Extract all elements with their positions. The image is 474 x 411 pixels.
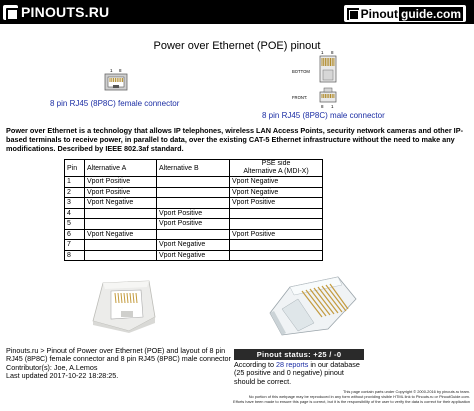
pinout-status-text: [234, 361, 364, 386]
pinoutguide-logo-icon: [347, 8, 359, 20]
table-cell: Vport Negative: [157, 240, 230, 251]
pinoutguide-logo-text-2: guide.com: [400, 6, 461, 21]
site-header: [0, 0, 474, 24]
table-cell: [157, 198, 230, 209]
footer-breadcrumb-continued: RJ45 (8P8C) female connector and 8 pin RJ45 (8P8C) male connector: [6, 354, 231, 364]
header-pse-side-line2: Alternative A (MDI-X): [243, 168, 309, 175]
header-pin: Pin: [65, 160, 85, 177]
table-cell: [157, 229, 230, 240]
pinout-status-bar: Pinout status: +25 / -0: [234, 349, 364, 360]
header-alternative-a: Alternative A: [85, 160, 157, 177]
pinoutguide-logo[interactable]: [344, 2, 466, 22]
copyright-line-2: No portion of this webpage may be reproduced in any form without providing visible HTML link to Pinouts.ru or PinoutGuide.com.: [248, 394, 470, 399]
table-cell: 3: [65, 198, 85, 209]
table-row: [65, 250, 323, 261]
table-cell: Vport Negative: [157, 250, 230, 261]
table-cell: Vport Positive: [230, 198, 323, 209]
male-connector-photo: [268, 273, 360, 339]
table-cell: Vport Positive: [157, 219, 230, 230]
table-cell: [85, 219, 157, 230]
table-cell: [230, 250, 323, 261]
footer-contributors: Contributor(s): Joe, A.Lemos: [6, 362, 98, 372]
female-pin-label-left: 1: [110, 68, 113, 73]
table-cell: Vport Positive: [85, 187, 157, 198]
header-pse-side: [230, 160, 323, 177]
connector-logo-icon: [3, 5, 18, 20]
status-text-after: in our database (25 positive and 0 negative) pinout should be correct.: [234, 360, 360, 386]
male-front-pin-label-left: 8: [321, 104, 324, 109]
female-connector-label[interactable]: 8 pin RJ45 (8P8C) female connector: [50, 99, 180, 108]
table-cell: [85, 240, 157, 251]
table-row: [65, 219, 323, 230]
table-cell: Vport Negative: [230, 187, 323, 198]
table-cell: 8: [65, 250, 85, 261]
page-title: Power over Ethernet (POE) pinout: [153, 40, 321, 52]
male-bottom-label: BOTTOM: [292, 69, 310, 74]
table-row: [65, 177, 323, 188]
pinout-status-box: [234, 349, 364, 386]
header-pse-side-line1: PSE side: [261, 160, 291, 167]
table-cell: [157, 177, 230, 188]
table-cell: 1: [65, 177, 85, 188]
pinouts-ru-logo[interactable]: [3, 3, 109, 21]
table-cell: Vport Positive: [157, 208, 230, 219]
footer-last-updated: Last updated 2017-10-22 18:28:25.: [6, 371, 119, 381]
pinout-table: [64, 159, 323, 261]
male-connector-label[interactable]: 8 pin RJ45 (8P8C) male connector: [262, 111, 385, 120]
female-pin-label-right: 8: [119, 68, 122, 73]
table-header-row: [65, 160, 323, 177]
description-paragraph: Power over Ethernet is a technology that allows IP telephones, wireless LAN Access Points, security network cameras and other IP-based terminals to receive power, in parallel to data, over the existing CAT-5 Ethernet infrastructure without the need to make any modifications. Described by IEEE 802.3af standard.: [6, 126, 464, 154]
table-cell: [157, 187, 230, 198]
table-cell: Vport Negative: [85, 198, 157, 209]
table-cell: Vport Negative: [230, 177, 323, 188]
copyright-line-3: Efforts have been made to ensure this page is correct, but it is the responsibility of the user to verify the data is correct for their application: [233, 399, 470, 404]
table-row: [65, 187, 323, 198]
table-row: [65, 229, 323, 240]
pinoutguide-logo-text-1: Pinout: [360, 6, 398, 21]
copyright-notice: [90, 389, 470, 404]
male-top-pin-label-left: 1: [321, 50, 324, 55]
table-row: [65, 198, 323, 209]
footer-info: [6, 347, 236, 381]
table-cell: Vport Negative: [85, 229, 157, 240]
table-cell: Vport Positive: [230, 229, 323, 240]
table-cell: [85, 208, 157, 219]
table-cell: Vport Positive: [85, 177, 157, 188]
table-cell: 5: [65, 219, 85, 230]
status-text-before: According to: [234, 360, 276, 369]
table-cell: [85, 250, 157, 261]
copyright-line-1: This page contain parts under Copyright © 2000-2016 by pinouts.ru team.: [342, 389, 470, 394]
header-alternative-b: Alternative B: [157, 160, 230, 177]
table-cell: [230, 208, 323, 219]
footer-breadcrumb: Pinouts.ru > Pinout of Power over Ethernet (POE) and layout of 8 pin: [6, 346, 226, 355]
pinouts-ru-logo-text: PINOUTS.RU: [21, 4, 110, 20]
male-front-pin-label-right: 1: [331, 104, 334, 109]
table-cell: 6: [65, 229, 85, 240]
rj45-male-connector-icon: [290, 48, 346, 112]
table-cell: 7: [65, 240, 85, 251]
female-connector-photo: [89, 277, 159, 333]
rj45-female-connector-icon: [103, 67, 129, 91]
table-cell: [230, 240, 323, 251]
table-row: [65, 208, 323, 219]
male-top-pin-label-right: 8: [331, 50, 334, 55]
table-cell: 4: [65, 208, 85, 219]
male-front-label: FRONT:: [292, 95, 308, 100]
reports-link[interactable]: 28 reports: [275, 360, 309, 369]
table-cell: 2: [65, 187, 85, 198]
table-row: [65, 240, 323, 251]
table-cell: [230, 219, 323, 230]
